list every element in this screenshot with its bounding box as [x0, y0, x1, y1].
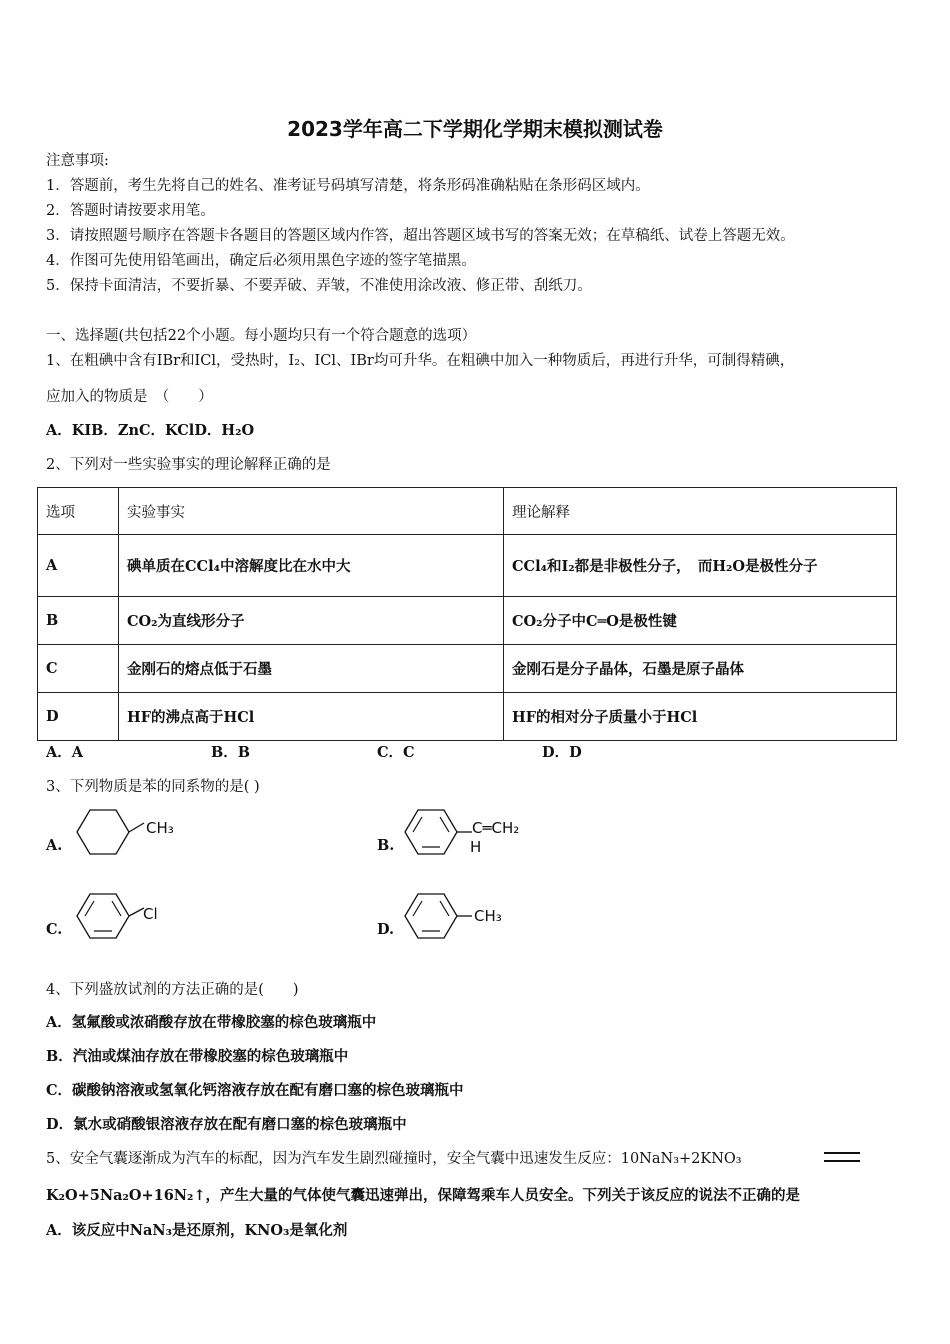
q4-option: D．氯水或硝酸银溶液存放在配有磨口塞的棕色玻璃瓶中	[46, 1116, 407, 1133]
header-cell: 实验事实	[119, 488, 504, 535]
row-explanation: HF的相对分子质量小于HCl	[504, 693, 897, 741]
notice-item: 1．答题前，考生先将自己的姓名、准考证号码填写清楚，将条形码准确粘贴在条形码区域内。	[46, 178, 650, 194]
notice-item: 4．作图可先使用铅笔画出，确定后必须用黑色字迹的签字笔描黑。	[46, 253, 476, 269]
table-row	[38, 693, 897, 741]
q3-stem: 3、下列物质是苯的同系物的是( )	[46, 779, 260, 795]
option-label: C.	[46, 921, 63, 938]
q2-stem: 2、下列对一些实验事实的理论解释正确的是	[46, 457, 331, 473]
q1-stem-cont: 应加入的物质是 （ ）	[46, 389, 213, 405]
row-option: A	[38, 535, 119, 597]
row-option: B	[38, 597, 119, 645]
q4-stem: 4、下列盛放试剂的方法正确的是( )	[46, 982, 299, 998]
methyl-group-label: CH₃	[146, 819, 174, 837]
table-row	[38, 645, 897, 693]
row-option: D	[38, 693, 119, 741]
chloro-group-label: Cl	[143, 905, 158, 923]
q2-option: D．D	[542, 744, 582, 761]
q5-stem-cont: K₂O+5Na₂O+16N₂↑，产生大量的气体使气囊迅速弹出，保障驾乘车人员安全。下列关于该反应的说法不正确的是	[46, 1187, 801, 1204]
option-label: A.	[46, 837, 63, 854]
header-cell: 理论解释	[504, 488, 897, 535]
table-row	[38, 597, 897, 645]
section-heading: 一、选择题(共包括22个小题。每小题均只有一个符合题意的选项）	[46, 328, 477, 344]
vinyl-group-label: C═CH₂	[472, 819, 520, 837]
q4-option: C．碳酸钠溶液或氢氧化钙溶液存放在配有磨口塞的棕色玻璃瓶中	[46, 1082, 464, 1099]
row-fact: 碘单质在CCl₄中溶解度比在水中大	[119, 535, 504, 597]
q1-options: A．KIB．ZnC．KClD．H₂O	[46, 422, 255, 439]
vinyl-hydrogen-label: H	[470, 838, 482, 856]
notice-item: 3．请按照题号顺序在答题卡各题目的答题区域内作答，超出答题区域书写的答案无效；在草稿纸、试卷上答题无效。	[46, 228, 795, 244]
q4-option: A．氢氟酸或浓硝酸存放在带橡胶塞的棕色玻璃瓶中	[46, 1014, 377, 1031]
chlorobenzene-structure	[72, 890, 152, 942]
option-label: B.	[377, 837, 395, 854]
q2-table	[37, 487, 897, 741]
q5-stem: 5、安全气囊逐渐成为汽车的标配，因为汽车发生剧烈碰撞时，安全气囊中迅速发生反应：10NaN₃+2KNO₃	[46, 1151, 742, 1167]
q4-option: B．汽油或煤油存放在带橡胶塞的棕色玻璃瓶中	[46, 1048, 349, 1065]
row-explanation: CCl₄和I₂都是非极性分子， 而H₂O是极性分子	[504, 535, 897, 597]
notice-item: 5．保持卡面清洁，不要折暴、不要弄破、弄皱，不准使用涂改液、修正带、刮纸刀。	[46, 278, 592, 294]
row-option: C	[38, 645, 119, 693]
methyl-group-label: CH₃	[474, 907, 502, 925]
q2-option: A．A	[46, 744, 84, 761]
reaction-equals-sign	[824, 1152, 860, 1162]
row-fact: HF的沸点高于HCl	[119, 693, 504, 741]
row-fact: 金刚石的熔点低于石墨	[119, 645, 504, 693]
row-explanation: 金刚石是分子晶体，石墨是原子晶体	[504, 645, 897, 693]
q5-option: A．该反应中NaN₃是还原剂，KNO₃是氧化剂	[46, 1222, 348, 1239]
notice-item: 2．答题时请按要求用笔。	[46, 203, 215, 219]
table-header-row	[38, 488, 897, 535]
row-fact: CO₂为直线形分子	[119, 597, 504, 645]
q2-option: C．C	[377, 744, 415, 761]
option-label: D.	[377, 921, 395, 938]
notice-heading: 注意事项:	[46, 153, 109, 169]
toluene-structure	[400, 890, 480, 942]
q1-stem: 1、在粗碘中含有IBr和ICl，受热时，I₂、ICl、IBr均可升华。在粗碘中加入一种物质后，再进行升华，可制得精碘，	[46, 353, 795, 369]
styrene-structure	[400, 806, 480, 858]
page-title: 2023学年高二下学期化学期末模拟测试卷	[287, 117, 663, 141]
table-row	[38, 535, 897, 597]
header-cell: 选项	[38, 488, 119, 535]
q2-option: B．B	[211, 744, 251, 761]
methylcyclohexane-structure	[72, 806, 192, 858]
row-explanation: CO₂分子中C═O是极性键	[504, 597, 897, 645]
